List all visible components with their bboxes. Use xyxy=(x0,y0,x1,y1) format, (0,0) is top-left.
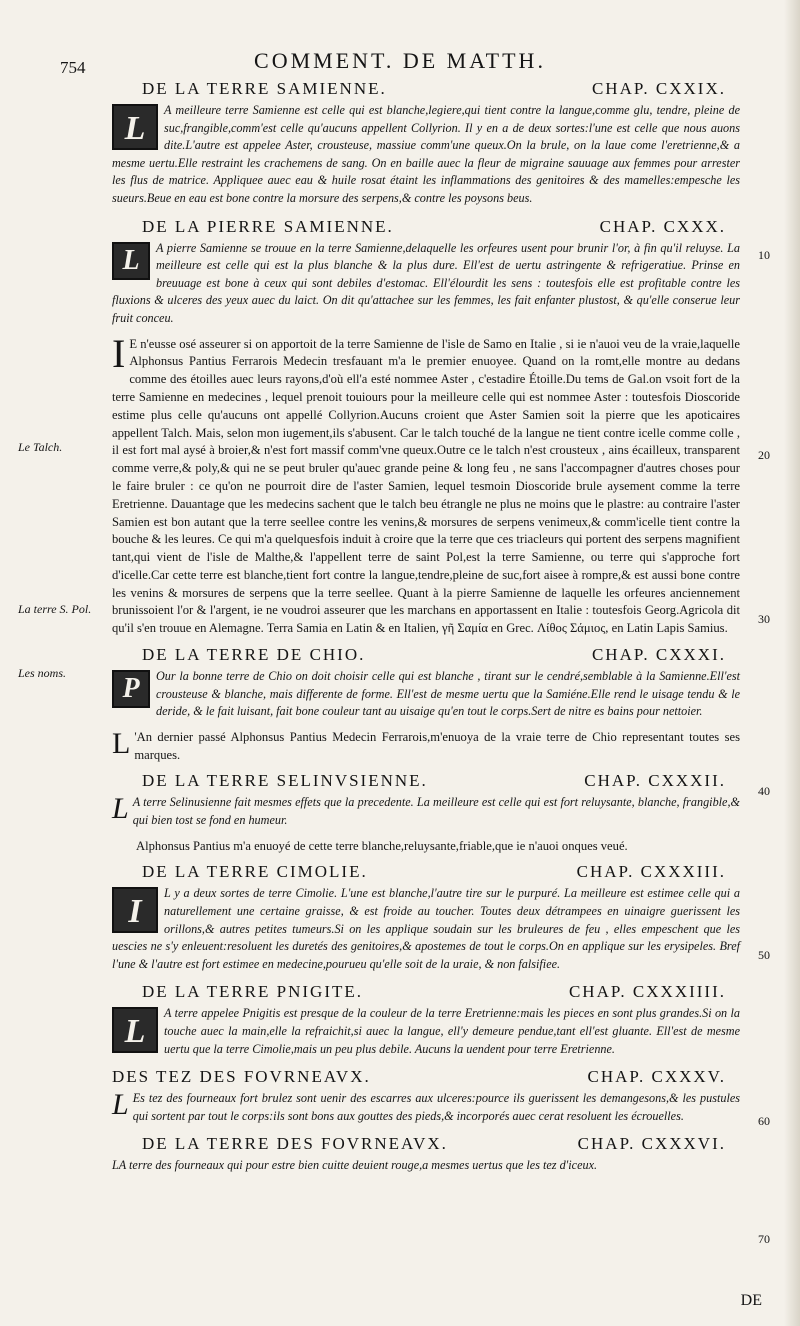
chapter-body: Our la bonne terre de Chio on doit choisir celle qui est blanche , tirant sur le cendré,semblable à la Samienne.Ell'est crousteuse & blanche, mais differente de forme. Ell'est de mesme uertu que la Samiéne.Elle rend le uisage tendu & le deride, & le fait luisant, fait bone couleur tant au uisaige qu'en tout le corps.Sert de nitre es bains pour nettoier. xyxy=(156,669,740,719)
chapter-title: DE LA TERRE PNIGITE. xyxy=(142,982,364,1002)
chapter-text xyxy=(112,1157,740,1175)
dropcap-initial: L xyxy=(112,1007,158,1053)
line-number: 10 xyxy=(758,248,770,262)
chapter-title: DE LA TERRE DES FOVRNEAVX. xyxy=(142,1134,448,1154)
chapter-text xyxy=(112,240,740,328)
chapter-number: CHAP. CXXXV. xyxy=(587,1067,726,1087)
running-head: COMMENT. DE MATTH. xyxy=(254,48,546,73)
dropcap-initial: L xyxy=(112,242,150,280)
commentary-body: E n'eusse osé asseurer si on apportoit de la terre Samienne de l'isle de Samo en Italie , si ie n'auoi veu de la vraie,laquelle Alphonsus Pantius Ferrarois Medecin tresfauant m'a le premier enuoyee. Quand on la romt,elle montre au dedans comme des étoilles auec leurs rayons,d'où ell'a esté nommee Aster , c'estadire Étoille.Du tems de Gal.on vsoit fort de la terre Samienne en medecines , lequel prenoit touiours pour la meilleure celle qui est nommee Aster : toutesfois Dioscoride estime plus celle qu'aucuns ont appellé Collyrion.Aucuns croient que Aster Samien soit la pierre que les apoticaires appellent Talch. Mais, selon mon iugement,ils s'abusent. Car le talch touché de la langue ne tient contre icelle comme colle , il est fort mal aysé à broier,& n'est fort massif comm'vne queux.Outre ce le talch n'est crousteux , ains écailleux, transparent comme verre,& poly,& qui ne se peut bruler qu'auec grande peine & long feu , ne sans l'accompagner d'autres choses pour le faire bruler : ce qu'on ne pourroit dire de l'aster Samien, lequel tesmoin Dioscoride brule aysement comme la terre Eretrienne. Dauantage que les medecins sachent que le talch beu étrangle ne plus ne moins que le plastre: au contraire l'aster Samien est bon autant que la terre seellee contre les venins,& morsures de serpens venimeux,& comm'icelle tient contre la bouche & les leures. Ce qui m'a quelquesfois induit à croire que la terre que ces triacleurs qui portent des serpens magnifient tant,qui vient de l'isle de Malthe,& l'appellent terre de saint Pol,est la terre Samienne, ou terre qui s'approche fort d'icelle.Car cette terre est blanche,tient fort contre la langue,tendre,pleine de suc,fort aisee à rompre,& est aussi bone contre les venins & morsures de serpens que la terre seellee. Quant à la pierre Samienne de laquelle les orfeures anciennement brunissoient l'or & l'argent, ie ne voudroi asseurer que les marchans en apportassent en Italie : toutesfois Georg.Agricola dit qu'il s'en trouue en Alemagne. Terra Samia en Latin & en Italien, γῆ Σαμία en Grec. Λίθος Σάμιος, en Latin Lapis Samius. xyxy=(112,336,740,636)
page-number: 754 xyxy=(60,58,86,77)
chapter-number: CHAP. CXXX. xyxy=(599,216,726,236)
chapter-body: A pierre Samienne se trouue en la terre Samienne,delaquelle les orfeures usent pour brunir l'or, à fin qu'il reluyse. La meilleure est celle qui est la plus blanche & la plus dure. Ell'est de uertu astringente & refrigeratiue. Prinse en breuuage est bone à ceux qui sont debiles d'estomac. Ell'élourdit les sens : toutesfois elle est profitable contre les fluxions & ulceres des yeux auec du laict. On dit qu'attachee sur les femmes, les fait enfanter plustost, & qu'elle conserue leur fruit conceu. xyxy=(112,240,740,325)
chapter-number: CHAP. CXXXI. xyxy=(591,645,726,665)
chapter-title: DE LA PIERRE SAMIENNE. xyxy=(142,216,394,236)
line-number: 40 xyxy=(758,784,770,798)
commentary-text xyxy=(112,330,740,639)
chapter-body: Es tez des fourneaux fort brulez sont uenir des escarres aux ulceres:pource ils guerissent les demangesons,& les pustules qui sortent par tout le corps:ils sont bons aux gouttes des pieds,& incorporés auec cerat resoluent les écrouelles. xyxy=(132,1091,740,1123)
page-edge-shadow xyxy=(784,0,800,1326)
initial-letter: L xyxy=(112,726,131,760)
line-number: 30 xyxy=(758,612,770,626)
chapter-heading xyxy=(112,770,740,792)
chapter-heading xyxy=(112,1133,740,1155)
line-number: 20 xyxy=(758,448,770,462)
chapter-title: DE LA TERRE CIMOLIE. xyxy=(142,862,368,882)
chapter-text xyxy=(112,885,740,973)
line-number: 70 xyxy=(758,1232,770,1246)
chapter-number: CHAP. CXXXIIII. xyxy=(568,982,726,1002)
chapter-text xyxy=(112,1090,740,1125)
dropcap-initial: I xyxy=(112,887,158,933)
initial-letter: L xyxy=(112,1088,129,1122)
commentary-body: Alphonsus Pantius m'a enuoyé de cette terre blanche,reluysante,friable,que ie n'auoi onques veué. xyxy=(136,838,628,853)
chapter-text xyxy=(112,102,740,208)
chapter-title: DE LA TERRE SAMIENNE. xyxy=(142,79,387,98)
chapter-heading xyxy=(112,216,740,238)
dropcap-initial: P xyxy=(112,670,150,708)
initial-letter: L xyxy=(112,792,129,826)
chapter-number: CHAP. CXXXII. xyxy=(584,771,726,791)
chapter-body: L y a deux sortes de terre Cimolie. L'une est blanche,l'autre tire sur le purpuré. La meilleure est estimee celle qui a naturellement une certaine graisse, & est froide au toucher. Toutes deux détrampees en uinaigre guerissent les orillons,& autres petites tumeurs.Si on les applique soudain sur les bruleures de feu , elles empeschent que les uescies ne s'y enleuent:resoluent les duretés des genitoires,& apostemes de tout le corps.On en applique sur les erysipeles. Bref l'une & l'autre est fort estimee en medecine,pourueu qu'elle soit de la uraie, & non falsifiee. xyxy=(112,886,740,971)
chapter-heading xyxy=(112,861,740,883)
chapter-body: A terre Selinusienne fait mesmes effets que la precedente. La meilleure est celle qui est fort reluysante, blanche, frangible,& qui bien tost se fond en humeur. xyxy=(132,795,740,828)
chapter-number: CHAP. CXXIX. xyxy=(591,79,726,98)
chapter-heading xyxy=(112,981,740,1003)
commentary-text xyxy=(112,726,740,765)
chapter-body: A terre appelee Pnigitis est presque de la couleur de la terre Eretrienne:mais les pieces en sont plus grandes.Si on la touche auec la main,elle la refraichit,si auec la langue, ell'y demeure pendue,tant ell'est gluante. Ell'est de mesme uertu que la terre Cimolie,mais un peu plus debile. Aucuns la uendent pour terre Eretrienne. xyxy=(164,1006,740,1056)
margin-note-terre-s-pol: La terre S. Pol. xyxy=(18,602,92,616)
initial-letter: I xyxy=(112,330,126,376)
dropcap-initial: L xyxy=(112,104,158,150)
chapter-text xyxy=(112,794,740,829)
chapter-number: CHAP. CXXXIII. xyxy=(576,862,726,882)
margin-note-les-noms: Les noms. xyxy=(18,666,67,680)
chapter-body: A meilleure terre Samienne est celle qui est blanche,legiere,qui tient contre la langue,comme glu, tendre, pleine de suc,frangible,comm'est celle qu'aucuns appellent Collyrion. Il y en a de deux sortes:l'une est celle que nous auons dite.L'autre est appelee Aster, crousteuse, massiue comm'une queux.On la brule, on la laue come l'eretrienne,& a mesme uertu.Elle restraint les crachemens de sang. On en baille auec la fleur de migraine sauuage aux femmes pour arrester les flus de matrice. Appliquee auec eau & huile rosat étaint les inflammations des genitoires & des mamelles:empesche les sueurs.Beue en eau est bone contre la morsure des serpens,& contre les poysons beus. xyxy=(112,103,740,205)
chapter-title: DES TEZ DES FOVRNEAVX. xyxy=(112,1067,371,1087)
chapter-number: CHAP. CXXXVI. xyxy=(577,1134,726,1154)
text-column xyxy=(112,78,740,1183)
chapter-title: DE LA TERRE SELINVSIENNE. xyxy=(142,771,428,791)
chapter-body: LA terre des fourneaux qui pour estre bien cuitte deuient rouge,a mesmes uertus que les tez d'iceux. xyxy=(112,1158,598,1173)
chapter-heading xyxy=(112,78,740,100)
line-number: 50 xyxy=(758,948,770,962)
chapter-title: DE LA TERRE DE CHIO. xyxy=(142,645,366,665)
chapter-heading xyxy=(112,1066,740,1088)
catchword: DE xyxy=(740,1292,762,1309)
commentary-body: 'An dernier passé Alphonsus Pantius Medecin Ferrarois,m'enuoya de la vraie terre de Chio representant toutes ses marques. xyxy=(134,729,740,762)
commentary-text xyxy=(112,838,740,856)
chapter-text xyxy=(112,668,740,721)
chapter-heading xyxy=(112,644,740,666)
chapter-text xyxy=(112,1005,740,1058)
line-number: 60 xyxy=(758,1114,770,1128)
margin-note-talch: Le Talch. xyxy=(18,440,63,454)
